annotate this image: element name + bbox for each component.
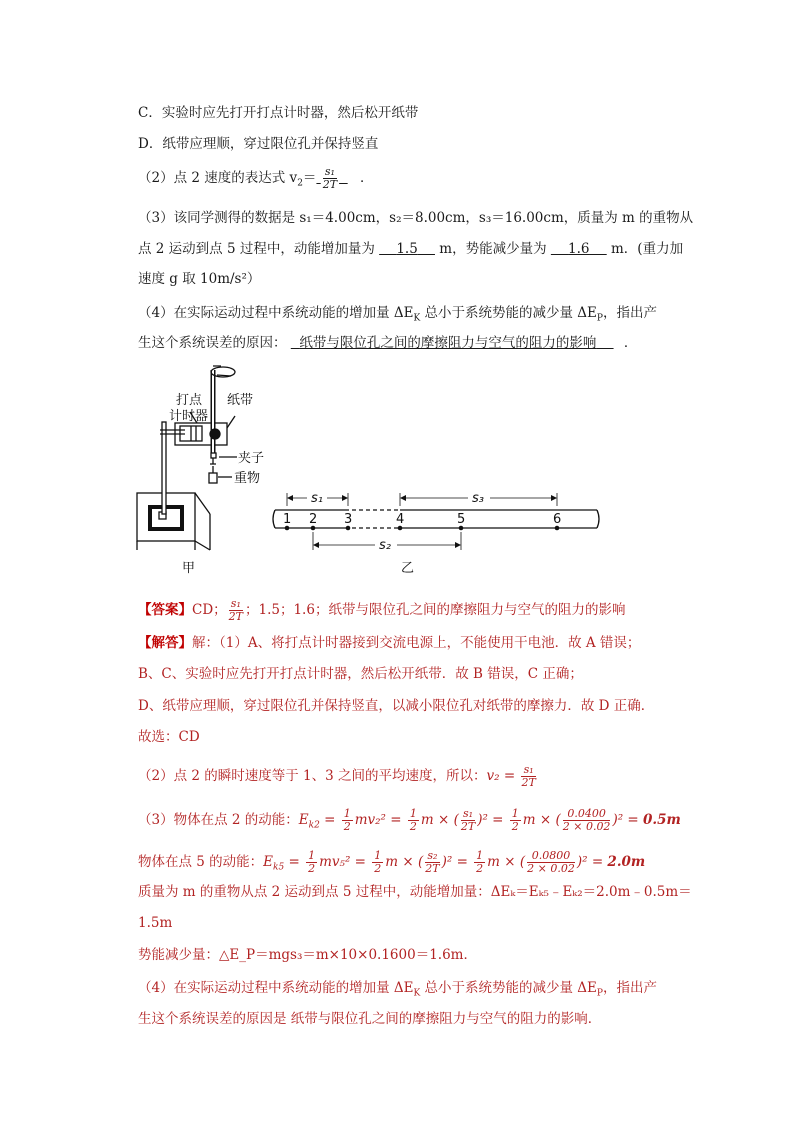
label-timer: 打点 <box>176 393 203 408</box>
point-5: 5 <box>457 512 466 527</box>
point-6: 6 <box>553 512 562 527</box>
analysis-line-12: 生这个系统误差的原因是 纸带与限位孔之间的摩擦阻力与空气的阻力的影响． <box>138 1011 602 1027</box>
label-tape: 纸带 <box>227 393 254 408</box>
analysis-line-11: （4）在实际运动过程中系统动能的增加量 $\Delta E_K$ 总小于系统势能的减少量 $\Delta E_P$，指出产 <box>138 980 657 999</box>
analysis-tag: 【解答】 <box>138 635 192 651</box>
question-4-line2: 生这个系统误差的原因： 纸带与限位孔之间的摩擦阻力与空气的阻力的影响 ． <box>138 335 638 351</box>
weight <box>209 473 217 483</box>
label-weight: 重物 <box>234 471 261 486</box>
label-timer-2: 计时器 <box>169 409 209 424</box>
option-c: C．实验时应先打开打点计时器，然后松开纸带 <box>138 105 419 121</box>
point-4: 4 <box>396 512 405 527</box>
analysis-line-9: 1.5m <box>138 915 173 931</box>
point-1: 1 <box>283 512 292 527</box>
analysis-line-4: 故选：CD <box>138 729 200 745</box>
analysis-line-3: D、纸带应理顺，穿过限位孔并保持竖直，以减小限位孔对纸带的摩擦力．故 D 正确． <box>138 698 655 714</box>
label-yi: 乙 <box>401 561 415 576</box>
analysis-line-8: 质量为 m 的重物从点 2 运动到点 5 过程中，动能增加量：ΔEₖ＝Eₖ₅﹣Eₖ₂＝2.0m﹣0.5m＝ <box>138 884 692 900</box>
label-s3: s₃ <box>472 491 484 506</box>
question-2: （2）点 2 速度的表达式 $v_2=$ $\frac{\text{s₁}}{2T}$ ． <box>138 165 374 191</box>
label-s1: s₁ <box>311 491 323 506</box>
question-3-line2: 点 2 运动到点 5 过程中，动能增加量为 1.5 m，势能减少量为 1.6 m．(重力加 <box>138 241 684 257</box>
stand-rod <box>162 422 166 514</box>
label-jia: 甲 <box>182 561 196 576</box>
question-3-line3: 速度 g 取 10m/s²） <box>138 271 261 287</box>
analysis-line-1: 【解答】解：（1）A、将打点计时器接到交流电源上，不能使用干电池．故 A 错误； <box>138 635 641 651</box>
potential-energy-blank: 1.6 <box>568 241 590 257</box>
label-s2: s₂ <box>379 538 391 553</box>
point-3: 3 <box>344 512 353 527</box>
question-4-line1: （4）在实际运动过程中系统动能的增加量 $\Delta E_K$ 总小于系统势能的减少量 $\Delta E_P$，指出产 <box>138 305 657 324</box>
answer-tag: 【答案】 <box>138 602 192 618</box>
analysis-line-5: （2）点 2 的瞬时速度等于 1、3 之间的平均速度，所以：v₂ = $\frac{\text{s₁}}{2T}$ <box>138 763 536 789</box>
analysis-line-2: B、C、实验时应先打开打点计时器，然后松开纸带．故 B 错误，C 正确； <box>138 666 583 682</box>
analysis-line-6: （3）物体在点 2 的动能：$E_{k2}$ = $\frac{1}{2}$ mv₂² = $\frac{1}{2}$ m × ( $\frac{\text{s₁}}{2T}$ )² = $\frac{1}{2}$ m × ( $\frac{0.0400}{2 \times 0.02}$ )² = 0.5m <box>138 807 681 833</box>
analysis-line-10: 势能减少量：△E_P＝mgs₃＝m×10×0.1600＝1.6m． <box>138 947 477 963</box>
experiment-figure <box>135 360 605 580</box>
q2-answer-blank: $\frac{\text{s₁}}{2T}$ <box>322 165 338 191</box>
question-3-line1: （3）该同学测得的数据是 s₁＝4.00cm，s₂＝8.00cm，s₃＝16.00cm，质量为 m 的重物从 <box>138 210 694 226</box>
option-d: D．纸带应理顺，穿过限位孔并保持竖直 <box>138 136 379 152</box>
error-reason-blank: 纸带与限位孔之间的摩擦阻力与空气的阻力的影响 <box>299 335 597 351</box>
kinetic-energy-blank: 1.5 <box>396 241 418 257</box>
point-2: 2 <box>309 512 318 527</box>
answer-line: 【答案】CD； $\frac{\text{s₁}}{2T}$ ；1.5；1.6；纸带与限位孔之间的摩擦阻力与空气的阻力的影响 <box>138 597 626 623</box>
analysis-line-7: 物体在点 5 的动能：$E_{k5}$ = $\frac{1}{2}$ mv₅² = $\frac{1}{2}$ m × ( $\frac{\text{s₂}}{2T}$ )² = $\frac{1}{2}$ m × ( $\frac{0.0800}{2 \times 0.02}$ )² = 2.0m <box>138 849 646 875</box>
answer-fraction: $\frac{\text{s₁}}{2T}$ <box>228 597 243 623</box>
label-clip: 夹子 <box>238 451 265 466</box>
